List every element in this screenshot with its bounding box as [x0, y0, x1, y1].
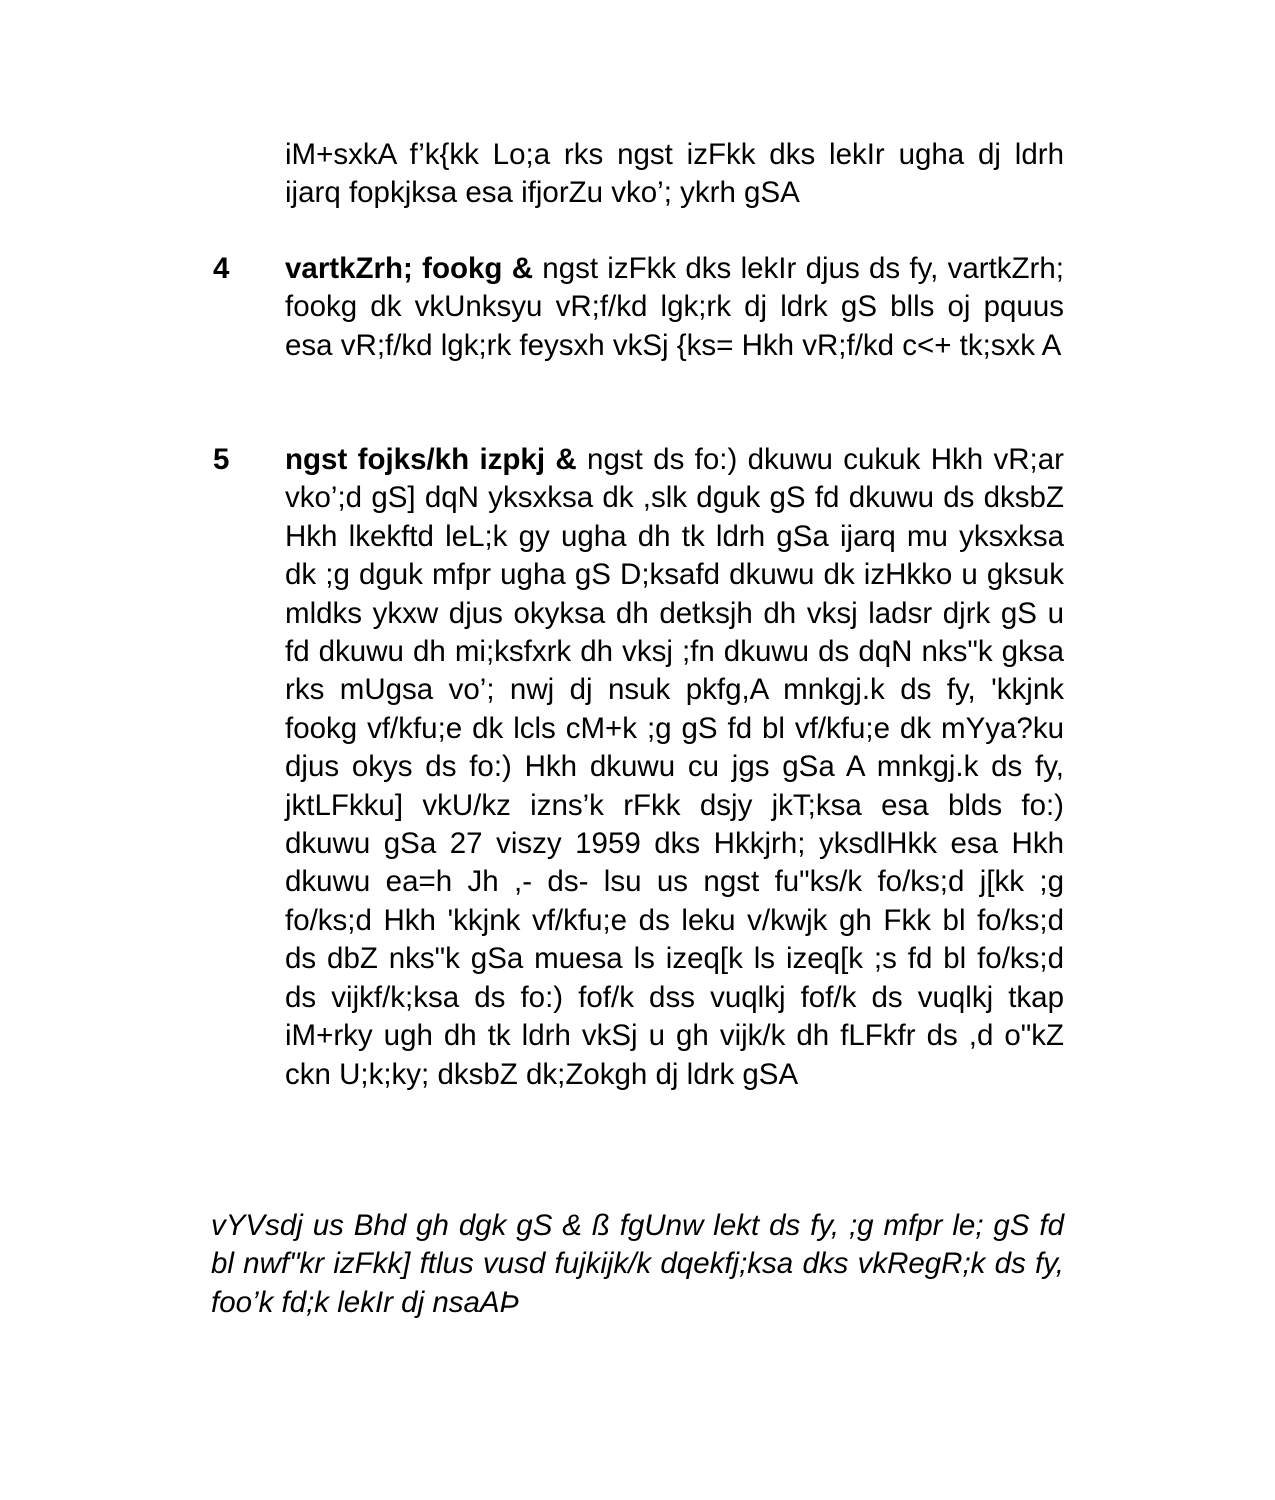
item-number: 5 — [213, 443, 230, 476]
item-paragraph — [285, 250, 1064, 365]
item-heading: ngst fojks/kh izpkj & — [285, 443, 577, 476]
continuation-paragraph: iM+sxkA f’k{kk Lo;a rks ngst izFkk dks lekIr ugha dj ldrh ijarq fopkjksa esa ifjorZu vko’; ykrh gSA — [285, 138, 1064, 210]
item-heading: vartkZrh; fookg & — [285, 252, 533, 285]
item-body: ngst izFkk dks lekIr djus ds fy, vartkZrh; fookg dk vkUnksyu vR;f/kd lgk;rk dj ldrk gS blls oj pquus esa vR;f/kd lgk;rk feysxh vkSj {ks= Hkh vR;f/kd c<+ tk;sxk A — [285, 252, 1064, 362]
item-number: 4 — [213, 252, 230, 285]
item-paragraph — [285, 441, 1064, 1094]
item-body: ngst ds fo:) dkuwu cukuk Hkh vR;ar vko’;d gS] dqN yksxksa dk ,slk dguk gS fd dkuwu ds dksbZ Hkh lkekftd leL;k gy ugha dh tk ldrh gSa ijarq mu yksxksa dk ;g dguk mfpr ugha gS D;ksafd dkuwu dk izHkko u gksuk mldks ykxw djus okyksa dh detksjh dh vksj ladsr djrk gS u fd dkuwu dh mi;ksfxrk dh vksj ;fn dkuwu ds dqN nks"k gksa rks mUgsa vo’; nwj dj nsuk pkfg,A mnkgj.k ds fy, 'kkjnk fookg vf/kfu;e dk lcls cM+k ;g gS fd bl vf/kfu;e dk mYya?ku djus okys ds fo:) Hkh dkuwu cu jgs gSa A mnkgj.k ds fy, jktLFkku] vkU/kz izns’k rFkk dsjy jkT;ksa esa blds fo:) dkuwu gSa 27 viszy 1959 dks Hkkjrh; yksdlHkk esa Hkh dkuwu ea=h Jh ,- ds- lsu us ngst fu"ks/k fo/ks;d j[kk ;g fo/ks;d Hkh 'kkjnk vf/kfu;e ds leku v/kwjk gh Fkk bl fo/ks;d ds dbZ nks"k gSa muesa ls izeq[k ls izeq[k ;s fd bl fo/ks;d ds vijkf/k;ksa ds fo:) fof/k dss vuqlkj fof/k ds vuqlkj tkap iM+rky ugh dh tk ldrh vkSj u gh vijk/k dh fLFkfr ds ,d o"kZ ckn U;k;ky; dksbZ dk;Zokgh dj ldrk gSA — [285, 443, 1064, 1091]
quote-paragraph: vYVsdj us Bhd gh dgk gS & ß fgUnw lekt ds fy, ;g mfpr le; gS fd bl nwf"kr izFkk] ftlus vusd fujkijk/k dqekfj;ksa dks vkRegR;k ds fy, foo’k fd;k lekIr dj nsaAÞ — [211, 1209, 1064, 1319]
